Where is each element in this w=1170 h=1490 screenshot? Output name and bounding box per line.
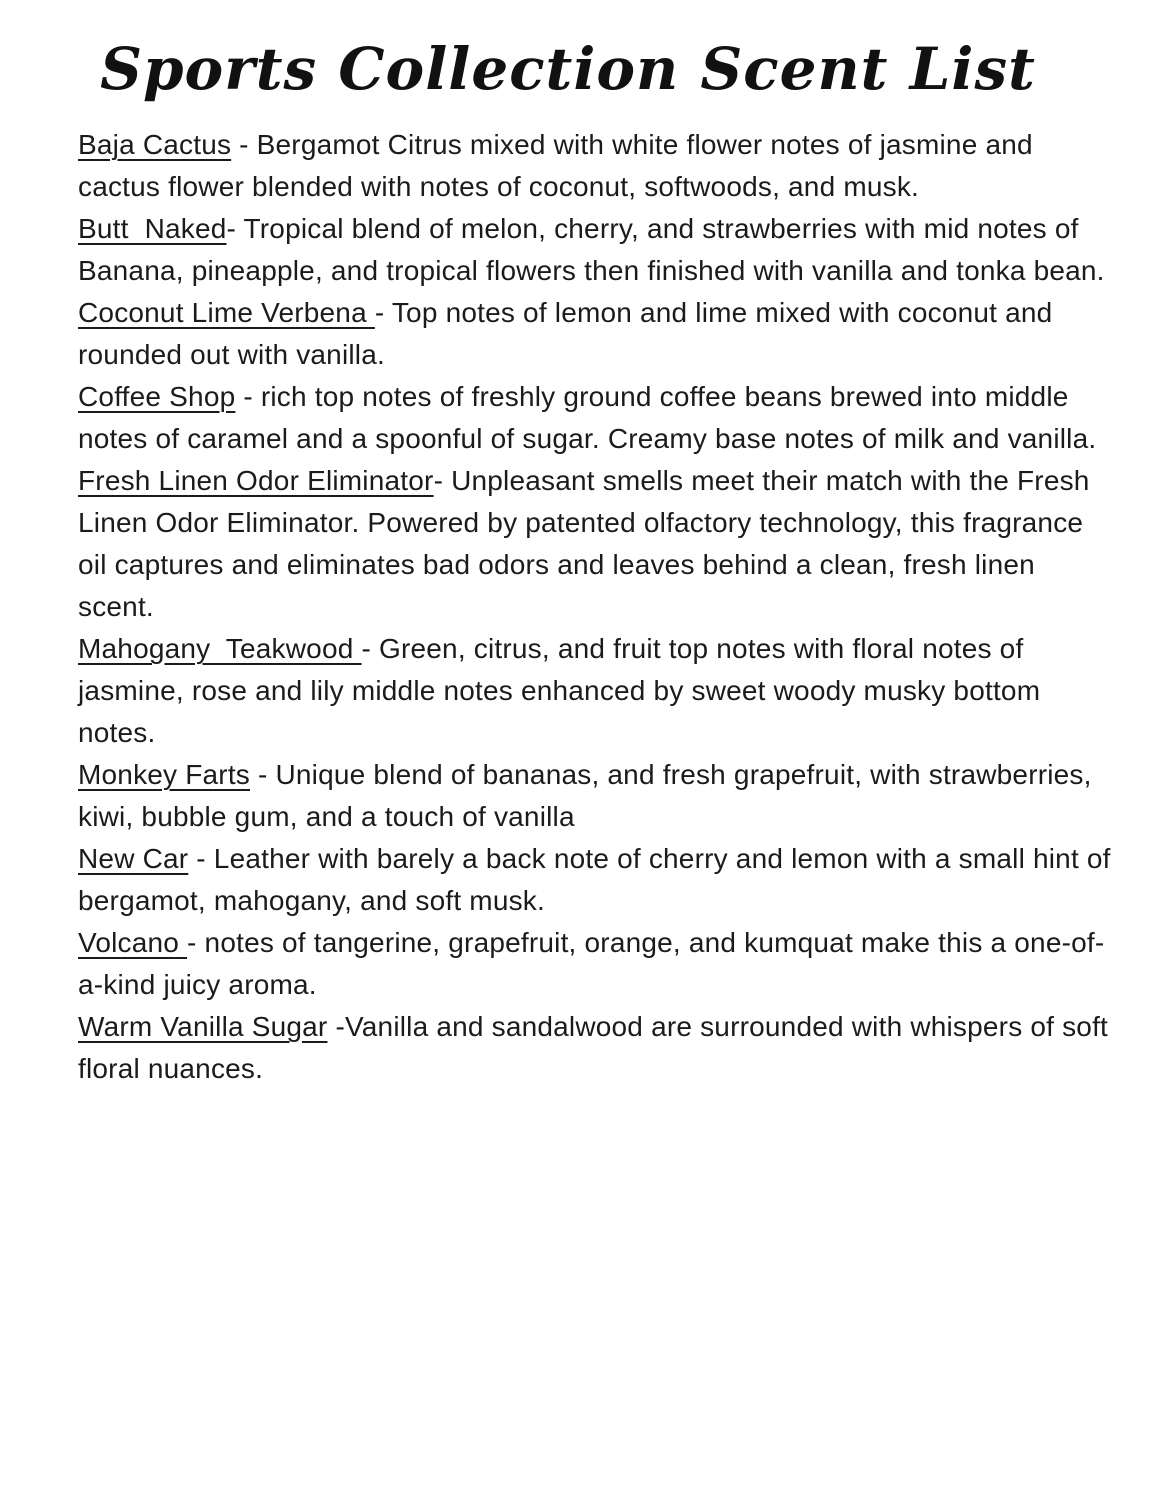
scent-name: Warm Vanilla Sugar [78, 1011, 328, 1042]
scent-name: Coconut Lime Verbena [78, 297, 375, 328]
scent-item [78, 292, 1118, 376]
scent-item [78, 922, 1118, 1006]
scent-separator: - [327, 1011, 345, 1042]
scent-name: Butt Naked [78, 213, 227, 244]
scent-description: Bergamot Citrus mixed with white flower notes of jasmine and cactus flower blended with notes of coconut, softwoods, and musk. [78, 129, 1041, 202]
scent-name: Baja Cactus [78, 129, 232, 160]
scent-item [78, 376, 1118, 460]
scent-name: Fresh Linen Odor Eliminator [78, 465, 434, 496]
scent-name: Mahogany Teakwood [78, 633, 362, 664]
scent-separator: - [188, 843, 214, 874]
scent-description: Tropical blend of melon, cherry, and strawberries with mid notes of Banana, pineapple, and tropical flowers then finished with vanilla and tonka bean. [78, 213, 1105, 286]
scent-separator: - [250, 759, 276, 790]
scent-name: Monkey Farts [78, 759, 250, 790]
scent-separator: - [226, 213, 244, 244]
scent-separator: - [231, 129, 257, 160]
scent-item [78, 1006, 1118, 1090]
scent-description: Green, citrus, and fruit top notes with floral notes of jasmine, rose and lily middle notes enhanced by sweet woody musky bottom notes. [78, 633, 1049, 748]
scent-description: Leather with barely a back note of cherry and lemon with a small hint of bergamot, mahogany, and soft musk. [78, 843, 1119, 916]
scent-item [78, 754, 1118, 838]
scent-separator: - [187, 927, 205, 958]
scent-list [78, 124, 1118, 1090]
scent-separator: - [235, 381, 261, 412]
scent-description: rich top notes of freshly ground coffee beans brewed into middle notes of caramel and a spoonful of sugar. Creamy base notes of milk and vanilla. [78, 381, 1097, 454]
scent-name: Coffee Shop [78, 381, 236, 412]
scent-description: Vanilla and sandalwood are surrounded with whispers of soft floral nuances. [78, 1011, 1117, 1084]
scent-separator: - [374, 297, 392, 328]
scent-item [78, 628, 1118, 754]
scent-item [78, 460, 1118, 628]
scent-description: notes of tangerine, grapefruit, orange, and kumquat make this a one-of-a-kind juicy aroma. [78, 927, 1105, 1000]
page-title: Sports Collection Scent List [100, 35, 1036, 103]
scent-separator: - [433, 465, 452, 496]
scent-separator: - [361, 633, 379, 664]
scent-item [78, 838, 1118, 922]
scent-name: Volcano [78, 927, 188, 958]
scent-item [78, 124, 1118, 208]
scent-description: Unpleasant smells meet their match with the Fresh Linen Odor Eliminator. Powered by patented olfactory technology, this fragrance oil captures and eliminates bad odors and leaves behind a clean, fresh linen scent. [78, 465, 1098, 622]
scent-description: Unique blend of bananas, and fresh grapefruit, with strawberries, kiwi, bubble gum, and a touch of vanilla [78, 759, 1100, 832]
scent-name: New Car [78, 843, 189, 874]
scent-description: Top notes of lemon and lime mixed with coconut and rounded out with vanilla. [78, 297, 1061, 370]
scent-item [78, 208, 1118, 292]
